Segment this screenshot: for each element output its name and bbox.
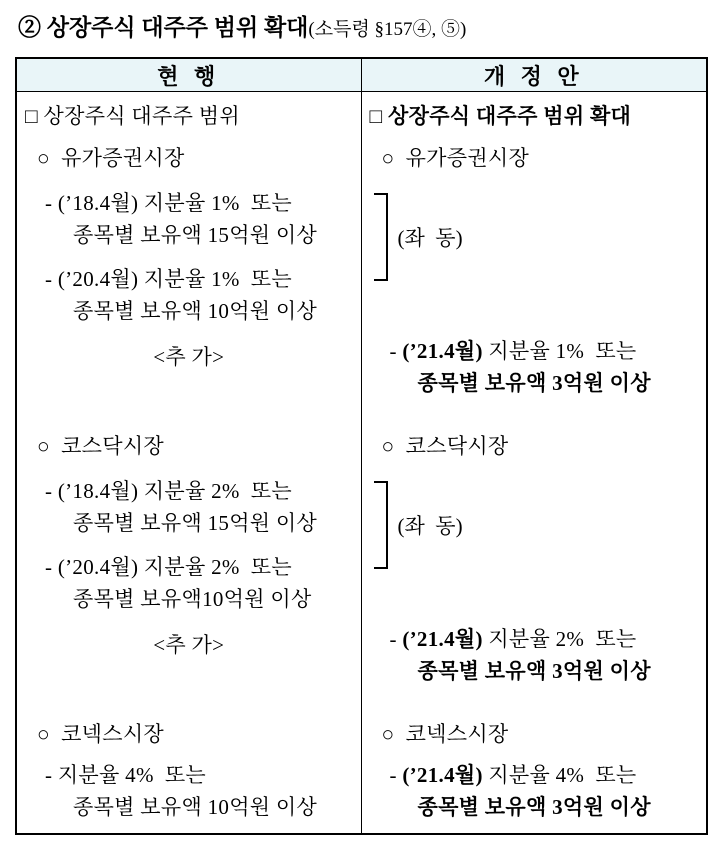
current-konex-rule [17, 759, 361, 823]
revised-kospi-rule-2021 [362, 335, 707, 399]
current-kospi-rule-2020 [17, 263, 361, 327]
rule-continuation: 종목별 보유액 10억원 이상 [73, 299, 318, 323]
current-kospi-added-cell [17, 331, 362, 425]
rule-line: - (’20.4월) 지분율 2% 또는 [45, 555, 292, 579]
revised-kospi-rule-cell [362, 331, 707, 425]
current-kospi-heading-cell [17, 137, 362, 181]
table-header-row [17, 59, 706, 92]
rule-dash: - [389, 763, 403, 787]
rule-date: (’21.4월) [402, 339, 483, 363]
current-kospi-rule-2018 [17, 187, 361, 251]
rule-date: (’21.4월) [402, 763, 483, 787]
revised-kosdaq-same-cell [362, 469, 707, 619]
current-kosdaq-heading-cell [17, 425, 362, 469]
rule-dash: - [389, 627, 403, 651]
rule-rest: 지분율 4% 또는 [482, 763, 637, 787]
revised-kosdaq-rule-2021 [362, 623, 707, 687]
current-kosdaq-rule-2020 [17, 551, 361, 615]
table-header-current: 현 행 [17, 59, 362, 91]
comparison-table [15, 57, 708, 835]
revised-kosdaq-heading-cell [362, 425, 707, 469]
same-as-left-label: (좌 동) [397, 226, 463, 250]
current-section-title: □ 상장주식 대주주 범위 [25, 104, 240, 128]
current-kosdaq-rule-2018 [17, 475, 361, 539]
rule-rest: 지분율 2% 또는 [482, 627, 637, 651]
rule-rest: 지분율 1% 또는 [482, 339, 637, 363]
same-as-left-label: (좌 동) [397, 514, 463, 538]
revised-konex-rule-2021 [362, 759, 707, 823]
same-as-left-bracket [374, 193, 388, 281]
revised-section-title: □ 상장주식 대주주 범위 확대 [369, 104, 632, 128]
revised-kospi-heading: ○ 유가증권시장 [381, 146, 530, 170]
title-law-ref: (소득령 §157④, ⑤) [308, 19, 467, 40]
table-header-revised: 개 정 안 [483, 63, 584, 89]
current-kosdaq-heading: ○ 코스닥시장 [37, 434, 165, 458]
current-kospi-heading: ○ 유가증권시장 [37, 146, 185, 170]
current-konex-heading-cell [17, 713, 362, 755]
revised-konex-heading-cell [362, 713, 707, 755]
rule-date: (’21.4월) [402, 627, 483, 651]
current-section-cell [17, 92, 362, 137]
rule-continuation: 종목별 보유액 3억원 이상 [417, 659, 651, 683]
revised-konex-heading: ○ 코넥스시장 [381, 722, 509, 746]
rule-continuation: 종목별 보유액 3억원 이상 [417, 795, 651, 819]
revised-konex-rule-cell [362, 755, 707, 833]
current-kosdaq-rules-cell [17, 469, 362, 619]
current-konex-rules-cell [17, 755, 362, 833]
rule-continuation: 종목별 보유액10억원 이상 [73, 587, 312, 611]
rule-line: - (’18.4월) 지분율 1% 또는 [45, 191, 292, 215]
rule-line [390, 623, 707, 655]
same-as-left-block [374, 481, 707, 569]
same-as-left-block [374, 193, 707, 281]
added-marker: <추 가> [153, 345, 225, 369]
rule-line: - (’18.4월) 지분율 2% 또는 [45, 479, 292, 503]
rule-line [390, 335, 707, 367]
table-body [17, 92, 706, 833]
rule-line: - 지분율 4% 또는 [45, 763, 207, 787]
revised-section-cell [362, 92, 707, 137]
rule-continuation: 종목별 보유액 15억원 이상 [73, 223, 318, 247]
same-as-left-bracket [374, 481, 388, 569]
rule-dash: - [389, 339, 403, 363]
rule-line: - (’20.4월) 지분율 1% 또는 [45, 267, 292, 291]
title-number: ② [18, 15, 41, 40]
revised-kospi-heading-cell [362, 137, 707, 181]
revised-kosdaq-rule-cell [362, 619, 707, 713]
rule-continuation: 종목별 보유액 15억원 이상 [73, 511, 318, 535]
added-marker: <추 가> [153, 633, 225, 657]
title-text: 상장주식 대주주 범위 확대 [41, 15, 309, 40]
revised-kospi-same-cell [362, 181, 707, 331]
current-konex-heading: ○ 코넥스시장 [37, 722, 165, 746]
rule-continuation: 종목별 보유액 10억원 이상 [73, 795, 318, 819]
revised-kosdaq-heading: ○ 코스닥시장 [381, 434, 509, 458]
current-kospi-rules-cell [17, 181, 362, 331]
rule-line [390, 759, 707, 791]
current-kosdaq-added-cell [17, 619, 362, 713]
rule-continuation: 종목별 보유액 3억원 이상 [417, 371, 651, 395]
page-title [18, 9, 466, 42]
